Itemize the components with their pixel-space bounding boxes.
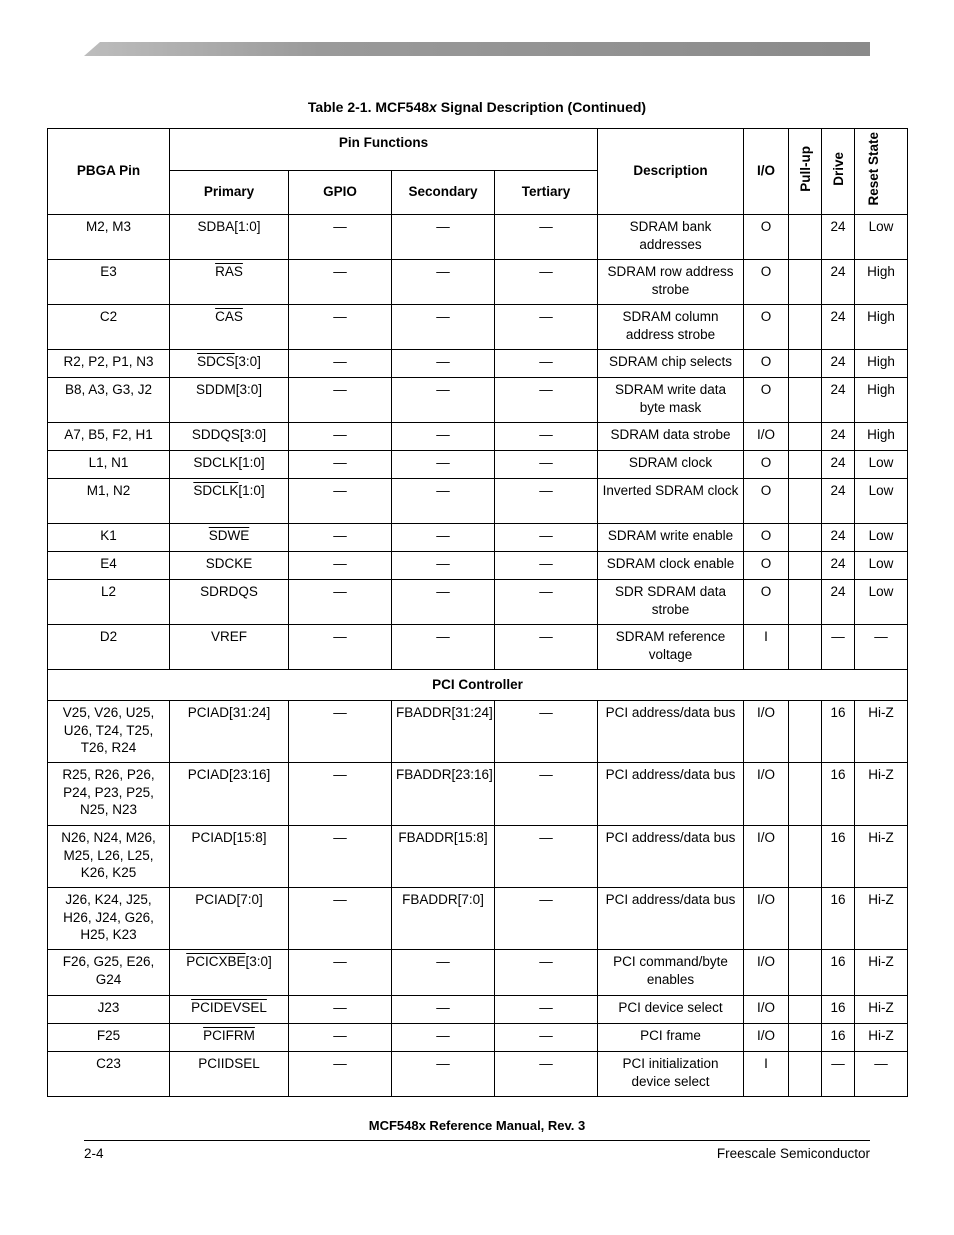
table-row xyxy=(48,552,908,580)
cell-io: I/O xyxy=(744,950,789,996)
header-bar xyxy=(84,42,870,56)
cell-pullup xyxy=(789,701,822,763)
cell-pin: N26, N24, M26, M25, L26, L25, K26, K25 xyxy=(48,826,170,888)
table-row xyxy=(48,625,908,670)
cell-io: I/O xyxy=(744,826,789,888)
table-row xyxy=(48,763,908,826)
company-name: Freescale Semiconductor xyxy=(716,1146,870,1161)
cell-reset: Low xyxy=(855,451,908,479)
cell-gpio: — xyxy=(289,305,392,350)
cell-io: I xyxy=(744,625,789,670)
cell-pin: C2 xyxy=(48,305,170,350)
cell-primary xyxy=(170,260,289,305)
cell-gpio: — xyxy=(289,888,392,950)
table-caption: Table 2-1. MCF548x Signal Description (Continued) xyxy=(307,99,647,115)
cell-io: I/O xyxy=(744,763,789,826)
cell-pullup xyxy=(789,625,822,670)
cell-reset: Low xyxy=(855,524,908,552)
overlined-signal: $\overline{RAS}$ xyxy=(215,264,243,280)
cell-gpio: — xyxy=(289,215,392,260)
cell-reset: High xyxy=(855,260,908,305)
cell-secondary: — xyxy=(392,1052,495,1097)
cell-gpio: — xyxy=(289,763,392,826)
cell-pin: J23 xyxy=(48,996,170,1024)
cell-tertiary: — xyxy=(495,423,598,451)
cell-io: O xyxy=(744,524,789,552)
cell-primary: SDBA[1:0] xyxy=(170,215,289,260)
cell-primary xyxy=(170,950,289,996)
cell-io: O xyxy=(744,378,789,423)
table-row xyxy=(48,378,908,423)
cell-pin: D2 xyxy=(48,625,170,670)
cell-secondary: FBADDR[7:0] xyxy=(392,888,495,950)
cell-primary xyxy=(170,479,289,524)
table-row xyxy=(48,305,908,350)
cell-primary: PCIAD[7:0] xyxy=(170,888,289,950)
cell-pullup xyxy=(789,950,822,996)
cell-pin: J26, K24, J25, H26, J24, G26, H25, K23 xyxy=(48,888,170,950)
cell-gpio: — xyxy=(289,950,392,996)
header-primary: Primary xyxy=(170,171,289,215)
signal-table xyxy=(47,128,908,1097)
cell-desc: SDRAM data strobe xyxy=(598,423,744,451)
cell-tertiary: — xyxy=(495,950,598,996)
cell-secondary: FBADDR[15:8] xyxy=(392,826,495,888)
cell-drive: 24 xyxy=(822,479,855,524)
cell-io: O xyxy=(744,215,789,260)
table-row xyxy=(48,215,908,260)
cell-drive: 24 xyxy=(822,580,855,625)
cell-secondary: — xyxy=(392,1024,495,1052)
table-row xyxy=(48,950,908,996)
cell-secondary: — xyxy=(392,378,495,423)
header-pin-functions: Pin Functions xyxy=(170,129,598,171)
cell-desc: PCI address/data bus xyxy=(598,763,744,826)
cell-reset: — xyxy=(855,1052,908,1097)
cell-pullup xyxy=(789,763,822,826)
cell-pin: M1, N2 xyxy=(48,479,170,524)
cell-drive: 16 xyxy=(822,1024,855,1052)
cell-drive: 16 xyxy=(822,701,855,763)
cell-io: I/O xyxy=(744,423,789,451)
cell-primary: PCIAD[15:8] xyxy=(170,826,289,888)
cell-secondary: FBADDR[31:24] xyxy=(392,701,495,763)
cell-gpio: — xyxy=(289,350,392,378)
signal-suffix: [1:0] xyxy=(238,483,265,499)
cell-tertiary: — xyxy=(495,378,598,423)
cell-primary: SDRDQS xyxy=(170,580,289,625)
cell-gpio: — xyxy=(289,580,392,625)
cell-drive: 24 xyxy=(822,524,855,552)
cell-drive: 16 xyxy=(822,888,855,950)
cell-tertiary: — xyxy=(495,580,598,625)
cell-primary xyxy=(170,305,289,350)
cell-secondary: — xyxy=(392,350,495,378)
cell-tertiary: — xyxy=(495,305,598,350)
cell-secondary: — xyxy=(392,524,495,552)
cell-desc: SDRAM write data byte mask xyxy=(598,378,744,423)
cell-pullup xyxy=(789,580,822,625)
table-row xyxy=(48,479,908,524)
cell-pullup xyxy=(789,378,822,423)
cell-pullup xyxy=(789,479,822,524)
cell-gpio: — xyxy=(289,479,392,524)
cell-tertiary: — xyxy=(495,625,598,670)
cell-secondary: — xyxy=(392,215,495,260)
cell-pin: F26, G25, E26, G24 xyxy=(48,950,170,996)
cell-io: O xyxy=(744,305,789,350)
cell-pullup xyxy=(789,524,822,552)
cell-primary: PCIAD[23:16] xyxy=(170,763,289,826)
table-row xyxy=(48,350,908,378)
cell-io: O xyxy=(744,479,789,524)
cell-reset: High xyxy=(855,423,908,451)
cell-pin: B8, A3, G3, J2 xyxy=(48,378,170,423)
cell-tertiary: — xyxy=(495,1024,598,1052)
table-row xyxy=(48,260,908,305)
signal-suffix: [3:0] xyxy=(234,354,261,370)
cell-gpio: — xyxy=(289,701,392,763)
header-pbga-pin: PBGA Pin xyxy=(48,129,170,215)
cell-desc: PCI address/data bus xyxy=(598,826,744,888)
cell-desc: PCI command/byte enables xyxy=(598,950,744,996)
table-row xyxy=(48,423,908,451)
cell-drive: 24 xyxy=(822,378,855,423)
cell-drive: 24 xyxy=(822,552,855,580)
cell-pullup xyxy=(789,1024,822,1052)
cell-drive: 24 xyxy=(822,215,855,260)
table-row xyxy=(48,580,908,625)
cell-tertiary: — xyxy=(495,826,598,888)
header-io: I/O xyxy=(744,129,789,215)
cell-pullup xyxy=(789,305,822,350)
cell-desc: SDRAM bank addresses xyxy=(598,215,744,260)
cell-secondary: FBADDR[23:16] xyxy=(392,763,495,826)
header-secondary: Secondary xyxy=(392,171,495,215)
cell-pin: A7, B5, F2, H1 xyxy=(48,423,170,451)
cell-desc: SDRAM reference voltage xyxy=(598,625,744,670)
overlined-signal: SDCLK xyxy=(193,483,239,499)
cell-primary xyxy=(170,1024,289,1052)
cell-pin: R2, P2, P1, N3 xyxy=(48,350,170,378)
cell-desc: SDRAM clock xyxy=(598,451,744,479)
cell-reset: Hi-Z xyxy=(855,763,908,826)
cell-pullup xyxy=(789,451,822,479)
cell-reset: — xyxy=(855,625,908,670)
cell-desc: PCI address/data bus xyxy=(598,701,744,763)
cell-desc: PCI frame xyxy=(598,1024,744,1052)
cell-pullup xyxy=(789,826,822,888)
cell-io: O xyxy=(744,350,789,378)
cell-gpio: — xyxy=(289,451,392,479)
cell-io: I xyxy=(744,1052,789,1097)
cell-drive: 16 xyxy=(822,950,855,996)
header-pullup: Pull-up xyxy=(789,129,822,215)
cell-pullup xyxy=(789,996,822,1024)
cell-pin: M2, M3 xyxy=(48,215,170,260)
cell-reset: High xyxy=(855,378,908,423)
cell-io: O xyxy=(744,451,789,479)
cell-reset: High xyxy=(855,305,908,350)
cell-drive: — xyxy=(822,625,855,670)
cell-secondary: — xyxy=(392,996,495,1024)
cell-desc: SDRAM clock enable xyxy=(598,552,744,580)
header-description: Description xyxy=(598,129,744,215)
cell-gpio: — xyxy=(289,826,392,888)
footer-title: MCF548x Reference Manual, Rev. 3 xyxy=(368,1118,586,1133)
cell-tertiary: — xyxy=(495,260,598,305)
cell-primary: SDDQS[3:0] xyxy=(170,423,289,451)
cell-io: O xyxy=(744,260,789,305)
cell-reset: Hi-Z xyxy=(855,950,908,996)
cell-primary: SDCKE xyxy=(170,552,289,580)
cell-pullup xyxy=(789,423,822,451)
cell-secondary: — xyxy=(392,305,495,350)
cell-tertiary: — xyxy=(495,763,598,826)
cell-pullup xyxy=(789,1052,822,1097)
table-row xyxy=(48,826,908,888)
cell-desc: SDR SDRAM data strobe xyxy=(598,580,744,625)
cell-tertiary: — xyxy=(495,215,598,260)
cell-secondary: — xyxy=(392,552,495,580)
table-row xyxy=(48,451,908,479)
cell-pullup xyxy=(789,888,822,950)
cell-drive: 24 xyxy=(822,350,855,378)
overlined-signal: SDCS xyxy=(197,354,235,370)
cell-tertiary: — xyxy=(495,350,598,378)
cell-desc: SDRAM write enable xyxy=(598,524,744,552)
table-row xyxy=(48,701,908,763)
cell-pullup xyxy=(789,215,822,260)
cell-primary: VREF xyxy=(170,625,289,670)
cell-gpio: — xyxy=(289,1024,392,1052)
section-title: PCI Controller xyxy=(48,670,908,701)
cell-pin: V25, V26, U25, U26, T24, T25, T26, R24 xyxy=(48,701,170,763)
cell-tertiary: — xyxy=(495,996,598,1024)
cell-pin: K1 xyxy=(48,524,170,552)
cell-pin: R25, R26, P26, P24, P23, P25, N25, N23 xyxy=(48,763,170,826)
cell-io: I/O xyxy=(744,996,789,1024)
table-body xyxy=(48,215,908,1097)
cell-reset: Low xyxy=(855,552,908,580)
cell-desc: SDRAM column address strobe xyxy=(598,305,744,350)
cell-gpio: — xyxy=(289,996,392,1024)
cell-secondary: — xyxy=(392,451,495,479)
cell-gpio: — xyxy=(289,552,392,580)
cell-tertiary: — xyxy=(495,524,598,552)
cell-drive: 24 xyxy=(822,305,855,350)
cell-gpio: — xyxy=(289,260,392,305)
cell-pin: L1, N1 xyxy=(48,451,170,479)
cell-pin: E3 xyxy=(48,260,170,305)
cell-tertiary: — xyxy=(495,888,598,950)
cell-desc: PCI device select xyxy=(598,996,744,1024)
cell-reset: Hi-Z xyxy=(855,701,908,763)
cell-gpio: — xyxy=(289,524,392,552)
cell-pullup xyxy=(789,260,822,305)
overlined-signal: PCIDEVSEL xyxy=(191,1000,267,1016)
cell-drive: 16 xyxy=(822,763,855,826)
cell-secondary: — xyxy=(392,580,495,625)
cell-primary: SDCLK[1:0] xyxy=(170,451,289,479)
cell-reset: Low xyxy=(855,479,908,524)
section-row xyxy=(48,670,908,701)
cell-io: I/O xyxy=(744,1024,789,1052)
overlined-signal: $\overline{CAS}$ xyxy=(215,309,243,325)
cell-desc: PCI address/data bus xyxy=(598,888,744,950)
cell-reset: Hi-Z xyxy=(855,826,908,888)
table-row xyxy=(48,996,908,1024)
cell-primary: PCIIDSEL xyxy=(170,1052,289,1097)
cell-gpio: — xyxy=(289,1052,392,1097)
signal-suffix: [3:0] xyxy=(245,954,272,970)
cell-pin: L2 xyxy=(48,580,170,625)
table-row xyxy=(48,888,908,950)
overlined-signal: PCICXBE xyxy=(186,954,246,970)
cell-reset: Hi-Z xyxy=(855,996,908,1024)
cell-primary: SDDM[3:0] xyxy=(170,378,289,423)
cell-gpio: — xyxy=(289,423,392,451)
cell-desc: SDRAM row address strobe xyxy=(598,260,744,305)
cell-desc: PCI initialization device select xyxy=(598,1052,744,1097)
cell-desc: SDRAM chip selects xyxy=(598,350,744,378)
cell-pullup xyxy=(789,350,822,378)
cell-reset: Low xyxy=(855,580,908,625)
footer-divider xyxy=(84,1140,870,1141)
cell-tertiary: — xyxy=(495,479,598,524)
header-tertiary: Tertiary xyxy=(495,171,598,215)
cell-drive: 16 xyxy=(822,826,855,888)
cell-tertiary: — xyxy=(495,1052,598,1097)
cell-secondary: — xyxy=(392,479,495,524)
table-row xyxy=(48,1052,908,1097)
header-reset-state: Reset State xyxy=(855,129,908,215)
cell-primary xyxy=(170,524,289,552)
cell-reset: Hi-Z xyxy=(855,888,908,950)
cell-drive: — xyxy=(822,1052,855,1097)
cell-drive: 24 xyxy=(822,260,855,305)
cell-io: O xyxy=(744,580,789,625)
cell-tertiary: — xyxy=(495,451,598,479)
header-gpio: GPIO xyxy=(289,171,392,215)
cell-reset: High xyxy=(855,350,908,378)
cell-io: I/O xyxy=(744,701,789,763)
cell-reset: Hi-Z xyxy=(855,1024,908,1052)
overlined-signal: PCIFRM xyxy=(203,1028,255,1044)
cell-secondary: — xyxy=(392,260,495,305)
cell-io: I/O xyxy=(744,888,789,950)
cell-secondary: — xyxy=(392,625,495,670)
cell-pullup xyxy=(789,552,822,580)
table-row xyxy=(48,524,908,552)
cell-pin: F25 xyxy=(48,1024,170,1052)
cell-secondary: — xyxy=(392,950,495,996)
page-number: 2-4 xyxy=(84,1146,104,1161)
cell-pin: C23 xyxy=(48,1052,170,1097)
overlined-signal: SDWE xyxy=(208,528,250,544)
cell-tertiary: — xyxy=(495,701,598,763)
cell-primary xyxy=(170,350,289,378)
cell-pin: E4 xyxy=(48,552,170,580)
table-row xyxy=(48,1024,908,1052)
cell-tertiary: — xyxy=(495,552,598,580)
cell-reset: Low xyxy=(855,215,908,260)
header-drive: Drive xyxy=(822,129,855,215)
cell-gpio: — xyxy=(289,378,392,423)
cell-io: O xyxy=(744,552,789,580)
cell-drive: 16 xyxy=(822,996,855,1024)
cell-desc: Inverted SDRAM clock xyxy=(598,479,744,524)
cell-gpio: — xyxy=(289,625,392,670)
cell-drive: 24 xyxy=(822,451,855,479)
cell-secondary: — xyxy=(392,423,495,451)
cell-drive: 24 xyxy=(822,423,855,451)
cell-primary xyxy=(170,996,289,1024)
cell-primary: PCIAD[31:24] xyxy=(170,701,289,763)
